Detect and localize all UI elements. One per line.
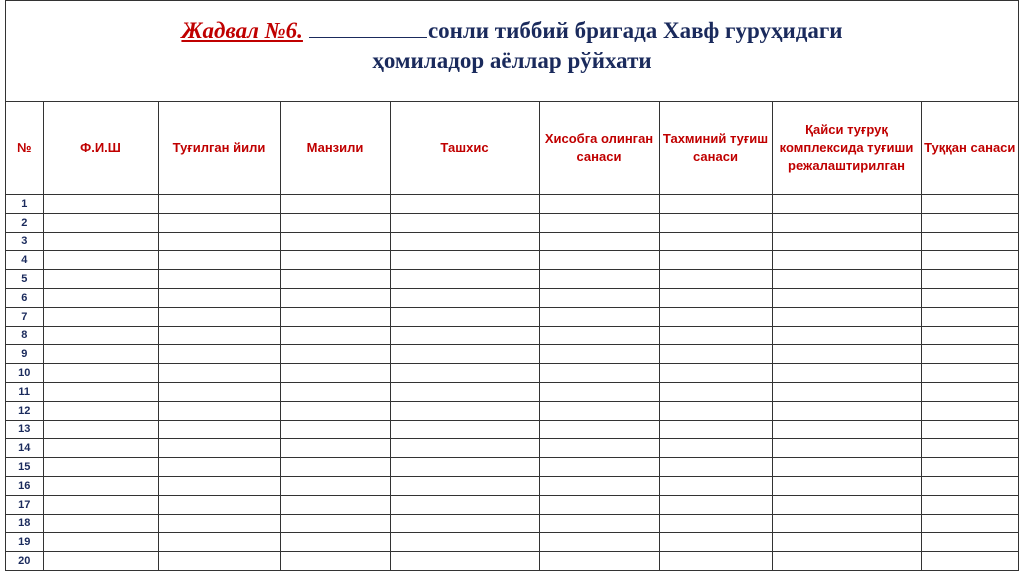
table-row — [6, 495, 1018, 514]
empty-cell — [921, 195, 1018, 214]
patients-table — [6, 102, 1018, 570]
row-number: 5 — [6, 270, 43, 289]
table-row — [6, 251, 1018, 270]
empty-cell — [921, 213, 1018, 232]
form-sheet — [5, 0, 1019, 571]
empty-cell — [43, 401, 158, 420]
empty-cell — [921, 326, 1018, 345]
empty-cell — [539, 307, 659, 326]
empty-cell — [158, 251, 280, 270]
empty-cell — [539, 439, 659, 458]
empty-cell — [390, 195, 539, 214]
empty-cell — [390, 213, 539, 232]
empty-cell — [158, 345, 280, 364]
empty-cell — [921, 476, 1018, 495]
empty-cell — [921, 232, 1018, 251]
table-row — [6, 476, 1018, 495]
empty-cell — [772, 533, 921, 552]
row-number: 10 — [6, 364, 43, 383]
empty-cell — [659, 514, 772, 533]
empty-cell — [539, 401, 659, 420]
empty-cell — [390, 420, 539, 439]
empty-cell — [280, 495, 390, 514]
empty-cell — [280, 213, 390, 232]
table-row — [6, 213, 1018, 232]
empty-cell — [921, 439, 1018, 458]
empty-cell — [539, 476, 659, 495]
empty-cell — [772, 195, 921, 214]
empty-cell — [921, 364, 1018, 383]
empty-cell — [280, 364, 390, 383]
row-number: 20 — [6, 552, 43, 570]
row-number: 1 — [6, 195, 43, 214]
empty-cell — [280, 307, 390, 326]
empty-cell — [772, 288, 921, 307]
row-number: 6 — [6, 288, 43, 307]
empty-cell — [772, 552, 921, 570]
column-header: Туғилган йили — [158, 102, 280, 195]
empty-cell — [43, 326, 158, 345]
empty-cell — [43, 232, 158, 251]
table-row — [6, 439, 1018, 458]
empty-cell — [43, 213, 158, 232]
empty-cell — [539, 345, 659, 364]
table-number-label: Жадвал №6. — [181, 18, 303, 43]
empty-cell — [659, 364, 772, 383]
empty-cell — [158, 232, 280, 251]
empty-cell — [921, 288, 1018, 307]
empty-cell — [158, 495, 280, 514]
empty-cell — [158, 288, 280, 307]
empty-cell — [772, 213, 921, 232]
empty-cell — [659, 195, 772, 214]
column-header: Манзили — [280, 102, 390, 195]
empty-cell — [539, 270, 659, 289]
empty-cell — [280, 401, 390, 420]
table-row — [6, 288, 1018, 307]
empty-cell — [772, 364, 921, 383]
empty-cell — [921, 514, 1018, 533]
title-line-2: ҳомиладор аёллар рўйхати — [372, 48, 652, 73]
empty-cell — [539, 552, 659, 570]
row-number: 3 — [6, 232, 43, 251]
empty-cell — [158, 476, 280, 495]
empty-cell — [43, 495, 158, 514]
empty-cell — [921, 270, 1018, 289]
row-number: 14 — [6, 439, 43, 458]
row-number: 16 — [6, 476, 43, 495]
table-row — [6, 307, 1018, 326]
empty-cell — [659, 552, 772, 570]
column-header: Тахминий туғиш санаси — [659, 102, 772, 195]
row-number: 12 — [6, 401, 43, 420]
empty-cell — [280, 382, 390, 401]
empty-cell — [390, 251, 539, 270]
empty-cell — [772, 307, 921, 326]
table-row — [6, 195, 1018, 214]
empty-cell — [43, 533, 158, 552]
empty-cell — [158, 552, 280, 570]
empty-cell — [659, 476, 772, 495]
empty-cell — [158, 401, 280, 420]
empty-cell — [921, 307, 1018, 326]
empty-cell — [659, 458, 772, 477]
empty-cell — [921, 345, 1018, 364]
empty-cell — [280, 458, 390, 477]
row-number: 17 — [6, 495, 43, 514]
empty-cell — [390, 270, 539, 289]
empty-cell — [659, 232, 772, 251]
empty-cell — [390, 552, 539, 570]
row-number: 8 — [6, 326, 43, 345]
column-header: № — [6, 102, 43, 195]
row-number: 19 — [6, 533, 43, 552]
empty-cell — [539, 364, 659, 383]
table-row — [6, 232, 1018, 251]
empty-cell — [772, 476, 921, 495]
blank-fill-line — [309, 15, 427, 38]
row-number: 9 — [6, 345, 43, 364]
empty-cell — [158, 533, 280, 552]
empty-cell — [921, 382, 1018, 401]
empty-cell — [158, 514, 280, 533]
empty-cell — [390, 514, 539, 533]
empty-cell — [921, 420, 1018, 439]
empty-cell — [390, 326, 539, 345]
empty-cell — [280, 345, 390, 364]
table-row — [6, 533, 1018, 552]
empty-cell — [280, 476, 390, 495]
empty-cell — [659, 345, 772, 364]
column-header: Ф.И.Ш — [43, 102, 158, 195]
empty-cell — [659, 251, 772, 270]
empty-cell — [659, 439, 772, 458]
empty-cell — [280, 326, 390, 345]
empty-cell — [43, 364, 158, 383]
empty-cell — [158, 458, 280, 477]
empty-cell — [659, 213, 772, 232]
empty-cell — [43, 420, 158, 439]
table-row — [6, 514, 1018, 533]
table-row — [6, 458, 1018, 477]
empty-cell — [43, 552, 158, 570]
empty-cell — [280, 288, 390, 307]
empty-cell — [659, 401, 772, 420]
table-row — [6, 401, 1018, 420]
title-text-1: сонли тиббий бригада Хавф гуруҳидаги — [427, 18, 843, 43]
empty-cell — [390, 495, 539, 514]
empty-cell — [43, 458, 158, 477]
empty-cell — [280, 195, 390, 214]
empty-cell — [921, 495, 1018, 514]
empty-cell — [539, 326, 659, 345]
empty-cell — [390, 345, 539, 364]
empty-cell — [921, 251, 1018, 270]
row-number: 4 — [6, 251, 43, 270]
empty-cell — [390, 476, 539, 495]
column-header: Қайси туғруқ комплексида туғиши режалаштирилган — [772, 102, 921, 195]
empty-cell — [921, 401, 1018, 420]
column-header: Туққан санаси — [921, 102, 1018, 195]
table-row — [6, 420, 1018, 439]
empty-cell — [158, 270, 280, 289]
empty-cell — [539, 288, 659, 307]
empty-cell — [43, 382, 158, 401]
empty-cell — [280, 420, 390, 439]
empty-cell — [772, 270, 921, 289]
row-number: 2 — [6, 213, 43, 232]
empty-cell — [921, 552, 1018, 570]
empty-cell — [280, 439, 390, 458]
empty-cell — [659, 307, 772, 326]
empty-cell — [772, 439, 921, 458]
empty-cell — [43, 270, 158, 289]
empty-cell — [43, 514, 158, 533]
empty-cell — [921, 533, 1018, 552]
row-number: 11 — [6, 382, 43, 401]
empty-cell — [390, 401, 539, 420]
empty-cell — [772, 382, 921, 401]
empty-cell — [539, 195, 659, 214]
empty-cell — [772, 495, 921, 514]
empty-cell — [659, 533, 772, 552]
empty-cell — [539, 514, 659, 533]
column-header: Ташхис — [390, 102, 539, 195]
empty-cell — [659, 326, 772, 345]
empty-cell — [390, 382, 539, 401]
empty-cell — [158, 195, 280, 214]
empty-cell — [158, 213, 280, 232]
empty-cell — [158, 382, 280, 401]
row-number: 15 — [6, 458, 43, 477]
table-body — [6, 195, 1018, 570]
empty-cell — [158, 364, 280, 383]
empty-cell — [158, 326, 280, 345]
empty-cell — [280, 533, 390, 552]
table-row — [6, 345, 1018, 364]
empty-cell — [659, 420, 772, 439]
empty-cell — [280, 270, 390, 289]
empty-cell — [539, 533, 659, 552]
empty-cell — [43, 345, 158, 364]
empty-cell — [43, 439, 158, 458]
empty-cell — [43, 307, 158, 326]
table-row — [6, 382, 1018, 401]
row-number: 13 — [6, 420, 43, 439]
title-line-1 — [6, 15, 1018, 46]
empty-cell — [772, 458, 921, 477]
empty-cell — [772, 420, 921, 439]
empty-cell — [659, 270, 772, 289]
header-row — [6, 102, 1018, 195]
empty-cell — [772, 401, 921, 420]
empty-cell — [280, 552, 390, 570]
empty-cell — [390, 458, 539, 477]
empty-cell — [772, 514, 921, 533]
empty-cell — [772, 345, 921, 364]
empty-cell — [280, 251, 390, 270]
empty-cell — [539, 420, 659, 439]
table-row — [6, 552, 1018, 570]
empty-cell — [659, 382, 772, 401]
table-row — [6, 326, 1018, 345]
empty-cell — [539, 251, 659, 270]
empty-cell — [43, 476, 158, 495]
empty-cell — [280, 514, 390, 533]
empty-cell — [390, 439, 539, 458]
empty-cell — [772, 232, 921, 251]
empty-cell — [158, 439, 280, 458]
empty-cell — [390, 288, 539, 307]
empty-cell — [772, 251, 921, 270]
empty-cell — [659, 288, 772, 307]
column-header: Хисобга олинган санаси — [539, 102, 659, 195]
row-number: 7 — [6, 307, 43, 326]
empty-cell — [539, 458, 659, 477]
empty-cell — [539, 213, 659, 232]
empty-cell — [158, 307, 280, 326]
empty-cell — [158, 420, 280, 439]
empty-cell — [921, 458, 1018, 477]
empty-cell — [390, 307, 539, 326]
empty-cell — [390, 533, 539, 552]
empty-cell — [539, 232, 659, 251]
row-number: 18 — [6, 514, 43, 533]
empty-cell — [390, 364, 539, 383]
table-row — [6, 270, 1018, 289]
empty-cell — [390, 232, 539, 251]
title-box — [6, 1, 1018, 102]
empty-cell — [539, 495, 659, 514]
empty-cell — [43, 288, 158, 307]
empty-cell — [43, 251, 158, 270]
empty-cell — [539, 382, 659, 401]
empty-cell — [772, 326, 921, 345]
empty-cell — [280, 232, 390, 251]
table-row — [6, 364, 1018, 383]
empty-cell — [659, 495, 772, 514]
empty-cell — [43, 195, 158, 214]
